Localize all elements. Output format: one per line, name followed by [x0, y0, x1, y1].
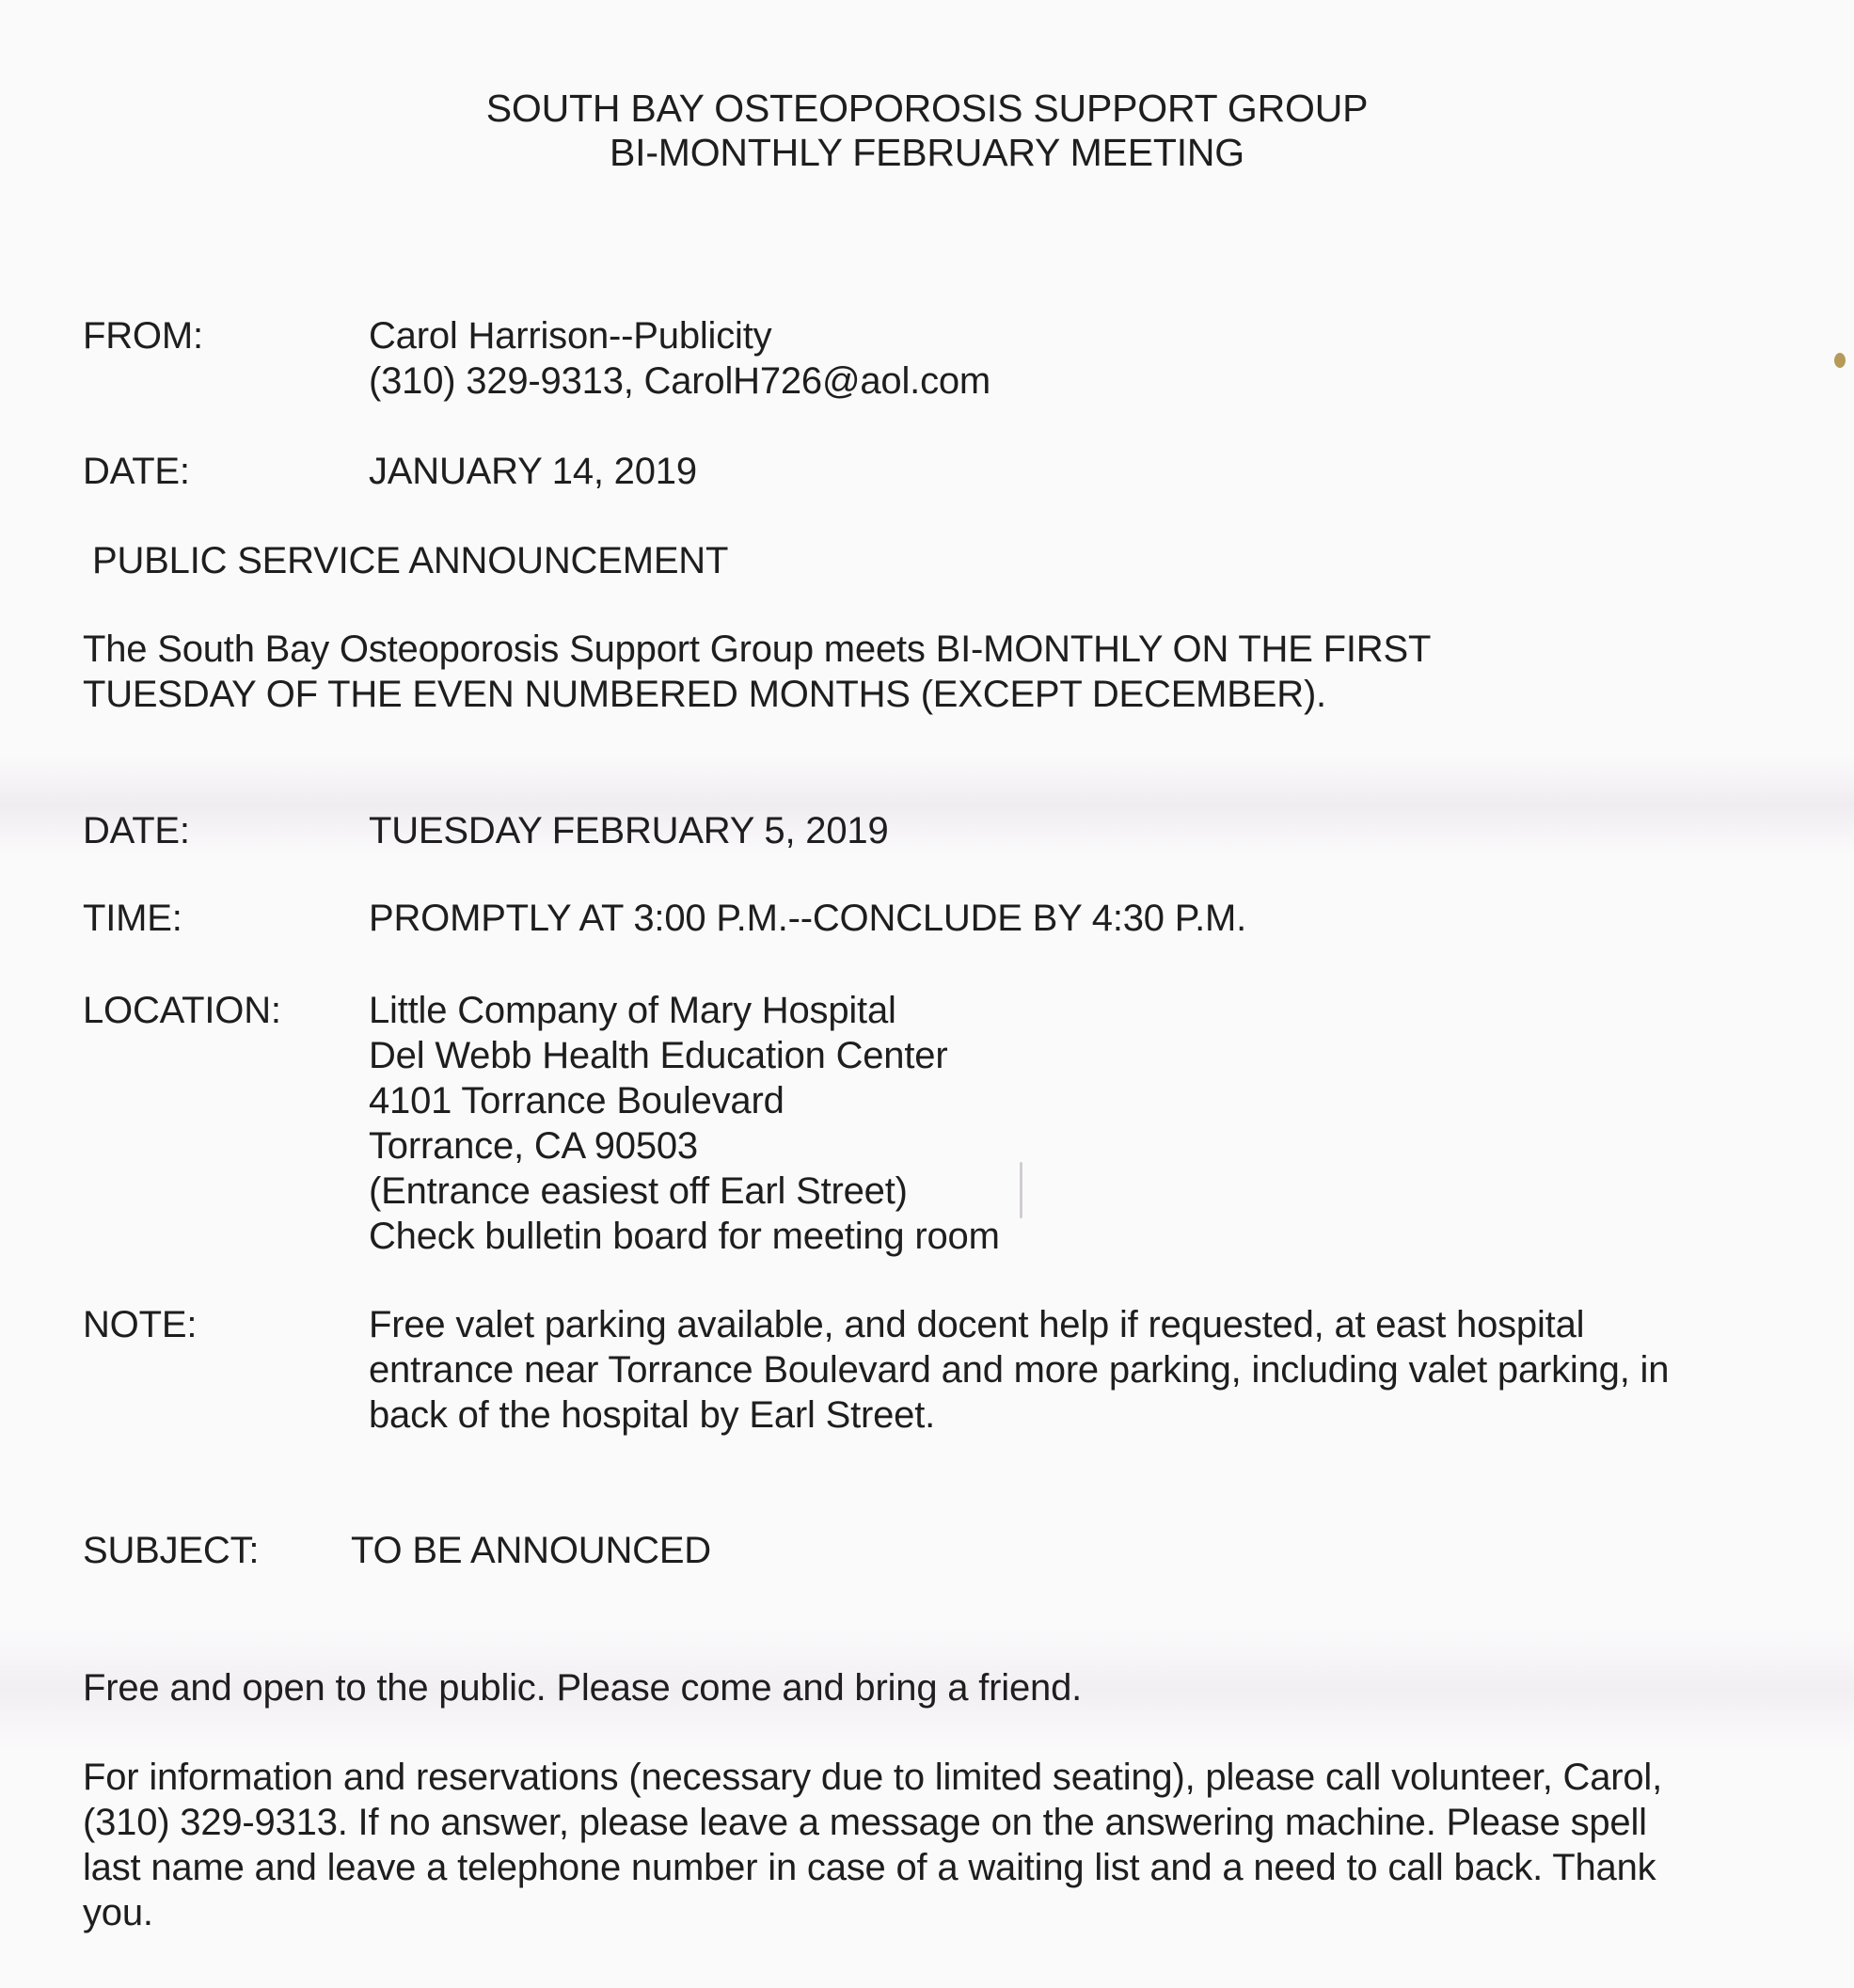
note-block	[369, 1302, 1669, 1438]
document-subtitle: BI-MONTHLY FEBRUARY MEETING	[609, 131, 1244, 174]
meeting-time-label: TIME:	[83, 898, 182, 939]
subject-value: TO BE ANNOUNCED	[351, 1530, 711, 1571]
scan-mark	[1020, 1162, 1022, 1218]
announcement-heading: PUBLIC SERVICE ANNOUNCEMENT	[92, 540, 729, 581]
from-block	[369, 313, 990, 404]
announcement-line: The South Bay Osteoporosis Support Group meets BI-MONTHLY ON THE FIRST	[83, 628, 1432, 670]
subject-label: SUBJECT:	[83, 1530, 260, 1571]
info-line: For information and reservations (necessary due to limited seating), please call volunteer, Carol,	[83, 1757, 1663, 1798]
info-paragraph	[83, 1755, 1662, 1935]
location-line: Torrance, CA 90503	[369, 1125, 698, 1167]
location-block	[369, 988, 1000, 1259]
location-line: (Entrance easiest off Earl Street)	[369, 1170, 908, 1212]
memo-date-label: DATE:	[83, 451, 190, 492]
from-label: FROM:	[83, 315, 203, 357]
from-name: Carol Harrison--Publicity	[369, 315, 772, 357]
location-line: Check bulletin board for meeting room	[369, 1216, 1000, 1257]
note-label: NOTE:	[83, 1304, 198, 1345]
meeting-time-value: PROMPTLY AT 3:00 P.M.--CONCLUDE BY 4:30 P.M.	[369, 898, 1247, 939]
note-line: Free valet parking available, and docent help if requested, at east hospital	[369, 1304, 1585, 1345]
memo-date-value: JANUARY 14, 2019	[369, 451, 697, 492]
meeting-date-label: DATE:	[83, 810, 190, 851]
scan-speck	[1834, 353, 1846, 368]
note-line: entrance near Torrance Boulevard and more parking, including valet parking, in	[369, 1349, 1670, 1391]
announcement-line: TUESDAY OF THE EVEN NUMBERED MONTHS (EXCEPT DECEMBER).	[83, 674, 1326, 715]
open-to-public-line: Free and open to the public. Please come and bring a friend.	[83, 1667, 1083, 1709]
document-title: SOUTH BAY OSTEOPOROSIS SUPPORT GROUP	[485, 87, 1369, 130]
note-line: back of the hospital by Earl Street.	[369, 1394, 936, 1436]
info-line: you.	[83, 1892, 153, 1933]
info-line: last name and leave a telephone number in case of a waiting list and a need to call back. Thank	[83, 1847, 1656, 1888]
announcement-body	[83, 627, 1431, 717]
location-line: Del Webb Health Education Center	[369, 1035, 948, 1076]
location-line: 4101 Torrance Boulevard	[369, 1080, 784, 1121]
info-line: (310) 329-9313. If no answer, please leave a message on the answering machine. Please spell	[83, 1802, 1647, 1843]
meeting-date-value: TUESDAY FEBRUARY 5, 2019	[369, 810, 889, 851]
location-line: Little Company of Mary Hospital	[369, 990, 896, 1031]
location-label: LOCATION:	[83, 990, 281, 1031]
from-contact: (310) 329-9313, CarolH726@aol.com	[369, 360, 991, 402]
